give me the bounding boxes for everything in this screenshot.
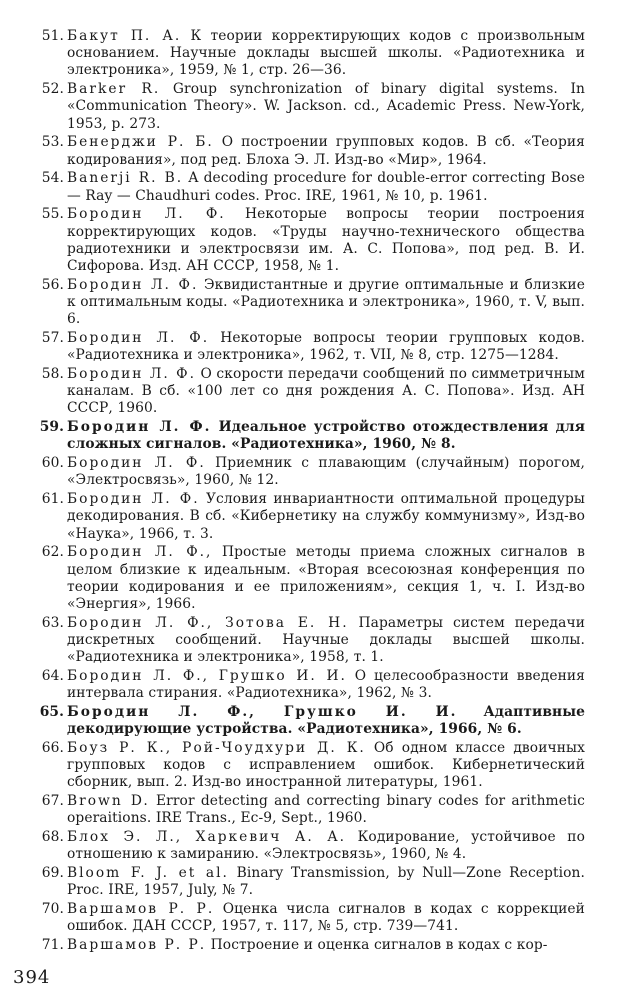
reference-text: Параметры систем передачи дискретных сообщений. Научные доклады высшей школы. «Радиотехника и электроника», 1958, т. 1. <box>67 614 585 666</box>
reference-item <box>0 740 625 792</box>
reference-text: Кодирование, устойчивое по отношению к замиранию. «Электросвязь», 1960, № 4. <box>67 829 585 863</box>
reference-author: Бородин Л. Ф., Грушко И. И. <box>67 668 347 685</box>
reference-number: 51. <box>41 28 64 44</box>
page-number: 394 <box>13 967 51 988</box>
reference-text: Условия инвариантности оптимальной процедуры декодирования. В сб. «Кибернетику на службу коммунизму», Изд-во «Наука», 1966, т. 3. <box>67 491 585 542</box>
reference-text: Адаптивные декодирующие устройства. «Радиотехника», 1966, № 6. <box>67 704 586 738</box>
reference-item <box>0 134 625 168</box>
reference-item <box>0 668 625 702</box>
reference-author: Бородин Л. Ф. <box>67 206 226 223</box>
reference-item <box>0 901 625 935</box>
reference-number: 65. <box>39 704 64 721</box>
reference-author: Бакут П. А. <box>67 28 182 44</box>
reference-author: Блох Э. Л., Харкевич А. А. <box>67 829 347 846</box>
reference-text: Некоторые вопросы теории построения корректирующих кодов. «Труды научно-технического общества радиотехники и электросвязи им. А. С. Попова», под ред. В. И. Сифорова. Изд. АН СССР, 1958, № 1. <box>67 206 585 275</box>
reference-author: Бенерджи Р. Б. <box>67 134 214 151</box>
reference-author: Бородин Л. Ф., Зотова Е. Н. <box>67 614 349 631</box>
reference-number: 60. <box>41 455 64 472</box>
reference-item <box>0 170 625 204</box>
reference-author: Бородин Л. Ф. <box>67 330 210 347</box>
reference-item <box>0 829 625 863</box>
reference-number: 70. <box>41 901 64 918</box>
reference-author: Brown D. <box>67 793 150 810</box>
reference-text: О построении групповых кодов. В сб. «Теория кодирования», под ред. Блоха Э. Л. Изд-во «Мир», 1964. <box>67 134 585 168</box>
reference-author: Бородин Л. Ф., <box>67 544 213 561</box>
reference-text: Error detecting and correcting binary codes for arithmetic operaitions. IRE Trans., Ec-9, Sept., 1960. <box>67 793 585 827</box>
reference-text: Binary Transmission, by Null—Zone Reception. Proc. IRE, 1957, July, № 7. <box>67 865 585 899</box>
reference-item <box>0 615 625 667</box>
reference-author: Bloom F. J. et al. <box>67 865 229 882</box>
reference-text: Group synchronization of binary digital systems. In «Communication Theory». W. Jackson. cd., Academic Press. New-York, 1953, p. 273. <box>67 81 585 132</box>
reference-text: Об одном классе двоичных групповых кодов с исправлением ошибок. Кибернетический сборник, вып. 2. Изд-во иностранной литературы, 1961. <box>67 740 585 791</box>
reference-item <box>0 544 625 613</box>
reference-item <box>0 419 625 453</box>
reference-number: 52. <box>41 81 64 98</box>
reference-list <box>0 28 625 956</box>
reference-item <box>0 865 625 899</box>
reference-author: Бородин Л. Ф. <box>67 276 199 293</box>
reference-text: Приемник с плавающим (случайным) порогом, «Электросвязь», 1960, № 12. <box>67 455 585 489</box>
reference-item <box>0 793 625 827</box>
reference-text: Оценка числа сигналов в кодах с коррекцией ошибок. ДАН СССР, 1957, т. 117, № 5, стр. 739—741. <box>67 901 585 935</box>
reference-author: Бородин Л. Ф. <box>67 419 212 436</box>
reference-author: Бородин Л. Ф. <box>67 366 196 383</box>
reference-item <box>0 455 625 489</box>
reference-item <box>0 704 625 738</box>
reference-text: О целесообразности введения интервала стирания. «Радиотехника», 1962, № 3. <box>67 668 585 702</box>
reference-number: 71. <box>41 937 64 954</box>
reference-number: 68. <box>41 829 64 846</box>
reference-number: 59. <box>39 419 64 436</box>
reference-item <box>0 937 625 954</box>
reference-item <box>0 206 625 275</box>
reference-number: 55. <box>41 206 64 223</box>
reference-item <box>0 28 625 80</box>
reference-item <box>0 330 625 364</box>
reference-number: 57. <box>41 330 64 347</box>
reference-number: 66. <box>41 740 64 757</box>
reference-number: 64. <box>41 668 64 685</box>
reference-number: 61. <box>41 491 64 508</box>
reference-number: 67. <box>41 793 64 810</box>
reference-author: Barker R. <box>67 81 161 98</box>
reference-text: Построение и оценка сигналов в кодах с кор- <box>210 937 548 954</box>
reference-number: 69. <box>41 865 64 882</box>
reference-item <box>0 81 625 133</box>
reference-author: Варшамов Р. Р. <box>67 937 207 954</box>
reference-author: Бородин Л. Ф. <box>67 491 200 508</box>
reference-author: Боуз Р. К., Рой-Чоудхури Д. К. <box>67 740 366 757</box>
reference-text: К теории корректирующих кодов с произвольным основанием. Научные доклады высшей школы. «Радиотехника и электроника», 1959, № 1, стр. 26—36. <box>67 28 585 79</box>
reference-number: 62. <box>41 544 64 561</box>
reference-author: Бородин Л. Ф., Грушко И. И. <box>67 704 458 721</box>
reference-item <box>0 277 625 329</box>
reference-number: 56. <box>41 276 64 293</box>
reference-text: Эквидистантные и другие оптимальные и близкие к оптимальным коды. «Радиотехника и электроника», 1960, т. V, вып. 6. <box>67 276 585 328</box>
reference-item <box>0 366 625 418</box>
reference-text: Простые методы приема сложных сигналов в целом близкие к идеальным. «Вторая всесоюзная конференция по теории кодирования и ее приложениям», секция 1, ч. I. Изд-во «Энергия», 1966. <box>67 544 585 613</box>
reference-author: Бородин Л. Ф. <box>67 455 206 472</box>
reference-number: 53. <box>41 134 64 151</box>
reference-author: Варшамов Р. Р. <box>67 901 215 918</box>
reference-text: Некоторые вопросы теории групповых кодов. «Радиотехника и электроника», 1962, т. VII, № 8, стр. 1275—1284. <box>67 330 585 364</box>
reference-text: О скорости передачи сообщений по симметричным каналам. В сб. «100 лет со дня рождения А. С. Попова». Изд. АН СССР, 1960. <box>67 366 585 417</box>
reference-number: 54. <box>41 170 64 187</box>
reference-number: 63. <box>41 614 64 631</box>
reference-item <box>0 491 625 543</box>
reference-text: Идеальное устройство отождествления для сложных сигналов. «Радиотехника», 1960, № 8. <box>67 419 586 453</box>
reference-text: A decoding procedure for double-error correcting Bose — Ray — Chaudhuri codes. Proc. IRE, 1961, № 10, p. 1961. <box>67 170 585 204</box>
reference-number: 58. <box>41 366 64 383</box>
reference-author: Banerji R. B. <box>67 170 184 187</box>
